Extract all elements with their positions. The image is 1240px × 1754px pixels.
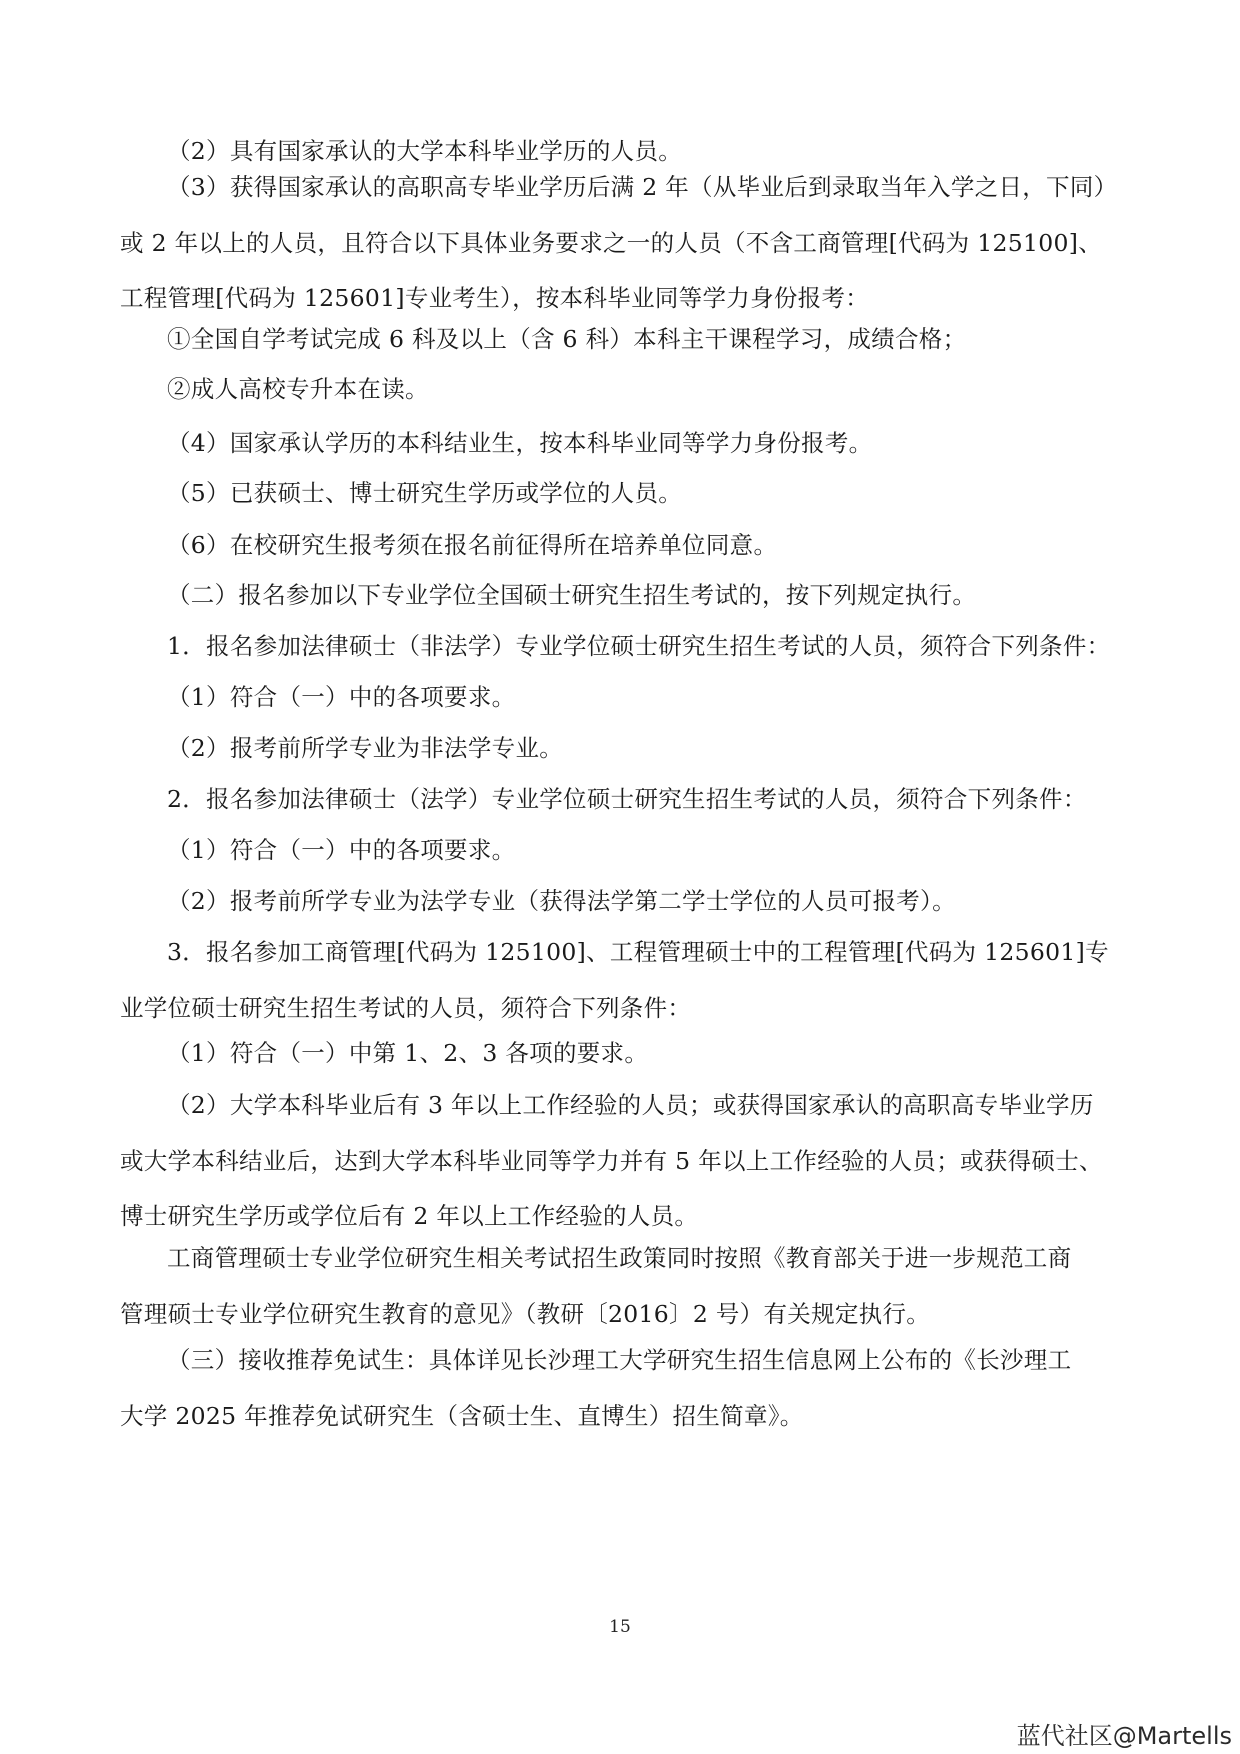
text-line: 或 2 年以上的人员，且符合以下具体业务要求之一的人员（不含工商管理[代码为 125100]、 bbox=[120, 228, 1103, 257]
text-line: （5）已获硕士、博士研究生学历或学位的人员。 bbox=[167, 479, 683, 507]
text-line: （1）符合（一）中的各项要求。 bbox=[167, 683, 516, 711]
text-line: 3．报名参加工商管理[代码为 125100]、工程管理硕士中的工程管理[代码为 125601]专 bbox=[167, 938, 1109, 966]
text-line: 1．报名参加法律硕士（非法学）专业学位硕士研究生招生考试的人员，须符合下列条件： bbox=[167, 632, 1111, 660]
paragraph-14 bbox=[120, 874, 1120, 930]
paragraph-15 bbox=[120, 925, 1120, 1036]
text-line: （二）报名参加以下专业学位全国硕士研究生招生考试的，按下列规定执行。 bbox=[167, 581, 977, 609]
text-line: ①全国自学考试完成 6 科及以上（含 6 科）本科主干课程学习，成绩合格； bbox=[167, 325, 967, 353]
paragraph-8 bbox=[120, 568, 1120, 624]
text-line: （3）获得国家承认的高职高专毕业学历后满 2 年（从毕业后到录取当年入学之日，下同） bbox=[167, 173, 1118, 201]
paragraph-4 bbox=[120, 362, 1120, 418]
watermark: 蓝代社区@Martells bbox=[1016, 1722, 1232, 1750]
text-line: （三）接收推荐免试生：具体详见长沙理工大学研究生招生信息网上公布的《长沙理工 bbox=[167, 1346, 1072, 1374]
paragraph-17 bbox=[120, 1078, 1120, 1245]
text-line: 工商管理硕士专业学位研究生相关考试招生政策同时按照《教育部关于进一步规范工商 bbox=[167, 1244, 1072, 1272]
text-line: ②成人高校专升本在读。 bbox=[167, 375, 429, 403]
text-line: 管理硕士专业学位研究生教育的意见》（教研〔2016〕2 号）有关规定执行。 bbox=[120, 1299, 931, 1328]
paragraph-7 bbox=[120, 518, 1120, 574]
text-line: 2．报名参加法律硕士（法学）专业学位硕士研究生招生考试的人员，须符合下列条件： bbox=[167, 785, 1087, 813]
text-line: 工程管理[代码为 125601]专业考生），按本科毕业同等学力身份报考： bbox=[120, 284, 870, 312]
text-line: 或大学本科结业后，达到大学本科毕业同等学力并有 5 年以上工作经验的人员；或获得硕士、 bbox=[120, 1146, 1103, 1175]
text-line: （2）报考前所学专业为法学专业（获得法学第二学士学位的人员可报考）。 bbox=[167, 887, 956, 915]
text-line: 博士研究生学历或学位后有 2 年以上工作经验的人员。 bbox=[120, 1202, 699, 1230]
text-line: 业学位硕士研究生招生考试的人员，须符合下列条件： bbox=[120, 993, 692, 1022]
text-line: （2）具有国家承认的大学本科毕业学历的人员。 bbox=[167, 137, 683, 165]
paragraph-13 bbox=[120, 823, 1120, 879]
paragraph-18 bbox=[120, 1231, 1120, 1342]
page-number: 15 bbox=[609, 1617, 631, 1637]
text-line: （1）符合（一）中第 1、2、3 各项的要求。 bbox=[167, 1039, 649, 1067]
paragraph-16 bbox=[120, 1026, 1120, 1082]
paragraph-10 bbox=[120, 670, 1120, 726]
paragraph-2 bbox=[120, 160, 1120, 327]
paragraph-6 bbox=[120, 466, 1120, 522]
paragraph-11 bbox=[120, 721, 1120, 777]
paragraph-5 bbox=[120, 416, 1120, 472]
paragraph-3 bbox=[120, 312, 1120, 368]
text-line: 大学 2025 年推荐免试研究生（含硕士生、直博生）招生简章》。 bbox=[120, 1401, 804, 1430]
text-line: （2）报考前所学专业为非法学专业。 bbox=[167, 734, 564, 762]
paragraph-12 bbox=[120, 772, 1120, 828]
text-line: （2）大学本科毕业后有 3 年以上工作经验的人员；或获得国家承认的高职高专毕业学历 bbox=[167, 1091, 1094, 1119]
text-line: （6）在校研究生报考须在报名前征得所在培养单位同意。 bbox=[167, 531, 778, 559]
paragraph-9 bbox=[120, 619, 1120, 675]
text-line: （4）国家承认学历的本科结业生，按本科毕业同等学力身份报考。 bbox=[167, 429, 873, 457]
paragraph-19 bbox=[120, 1333, 1120, 1444]
text-line: （1）符合（一）中的各项要求。 bbox=[167, 836, 516, 864]
